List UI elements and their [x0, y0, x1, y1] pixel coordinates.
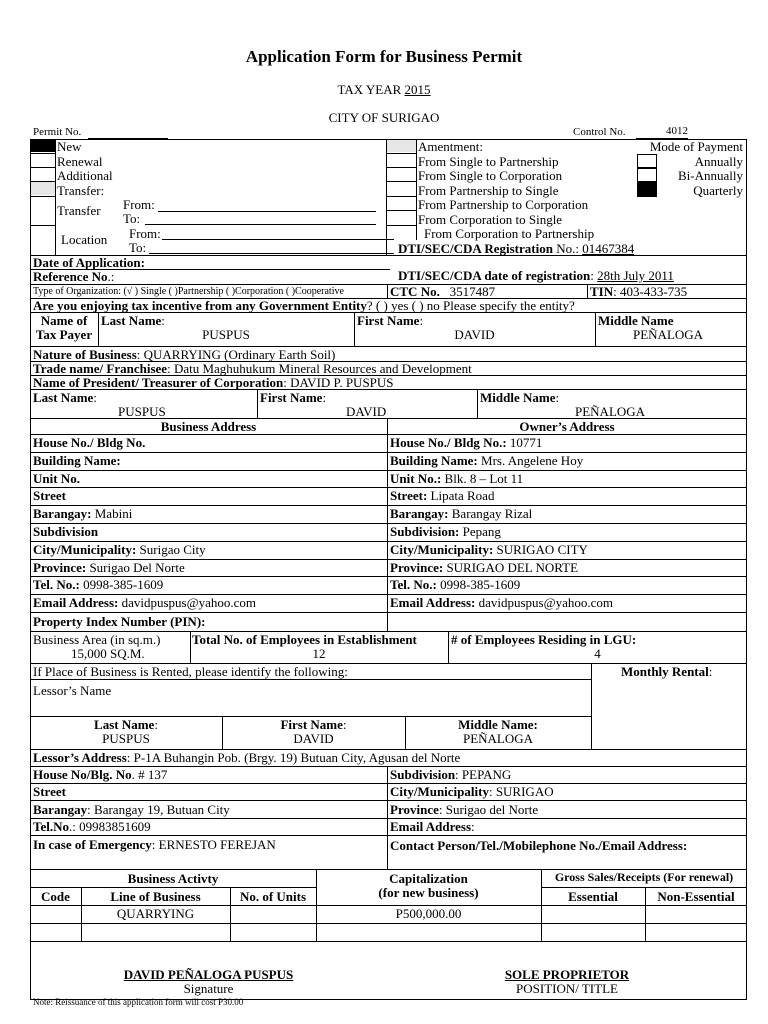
- business-address-row: City/Municipality: Surigao City: [33, 542, 206, 557]
- lessor-first-name: DAVID: [293, 731, 334, 746]
- president-middle-name: PEÑALOGA: [575, 404, 646, 419]
- business-activity-heading: Business Activty: [127, 871, 219, 886]
- emergency-contact: In case of Emergency: ERNESTO FEREJAN: [33, 837, 276, 852]
- address-row-divider: [30, 612, 747, 613]
- dti-date: DTI/SEC/CDA date of registration: 28th July 2011: [398, 268, 674, 283]
- lessor-last-name-label: Last Name:: [94, 717, 158, 732]
- president-name: Name of President/ Treasurer of Corporation: DAVID P. PUSPUS: [33, 375, 394, 390]
- tax-year-line: TAX YEAR 2015: [337, 82, 431, 97]
- lessor-middle-name: PEÑALOGA: [462, 731, 534, 746]
- capitalization-subheading: (for new business): [378, 885, 479, 900]
- total-employees-value: 12: [312, 646, 326, 661]
- bi-annually-label: Bi-Annually: [678, 168, 743, 183]
- transfer-colon-label: Transfer:: [57, 183, 105, 198]
- name-of-label: Name of: [40, 313, 88, 328]
- president-last-name: PUSPUS: [118, 404, 166, 419]
- position-title-label: POSITION/ TITLE: [516, 981, 618, 996]
- gross-sales-heading: Gross Sales/Receipts (For renewal): [554, 870, 734, 884]
- business-address-heading: Business Address: [160, 419, 257, 434]
- tin-no: TIN: 403-433-735: [590, 284, 688, 299]
- business-address-row: Email Address: davidpuspus@yahoo.com: [33, 595, 256, 610]
- owner-address-row: Unit No.: Blk. 8 – Lot 11: [390, 471, 524, 486]
- amendment-item: From Corporation to Partnership: [424, 226, 595, 241]
- taxpayer-last-name-label: Last Name:: [101, 313, 165, 328]
- lessor-barangay: Barangay: Barangay 19, Butuan City: [33, 802, 230, 817]
- code-col-header: Code: [41, 889, 70, 904]
- permit-no-label: Permit No.: [33, 126, 82, 138]
- business-address-row: Unit No.: [33, 471, 80, 486]
- form-title: Application Form for Business Permit: [245, 47, 523, 66]
- renewal-label: Renewal: [57, 154, 103, 169]
- contact-person-label: Contact Person/Tel./Mobilephone No./Email Address:: [390, 838, 688, 853]
- taxpayer-middle-name-label: Middle Name: [598, 313, 674, 328]
- location-from-label: From:: [129, 226, 161, 241]
- non-essential-col-header: Non-Essential: [657, 889, 735, 904]
- additional-label: Additional: [57, 168, 113, 183]
- signature-label: Signature: [183, 981, 234, 996]
- tax-payer-label: Tax Payer: [35, 327, 93, 342]
- date-of-application-label: Date of Application:: [33, 255, 145, 270]
- nature-of-business: Nature of Business: QUARRYING (Ordinary Earth Soil): [33, 347, 336, 362]
- ctc-no: CTC No. 3517487: [390, 284, 496, 299]
- lessor-middle-name-label: Middle Name:: [458, 717, 538, 732]
- business-address-row: Tel. No.: 0998-385-1609: [33, 577, 164, 592]
- lessor-tel: Tel.No.: 09983851609: [33, 819, 151, 834]
- amendment-item: From Single to Corporation: [418, 168, 563, 183]
- business-address-row: Barangay: Mabini: [33, 506, 133, 521]
- business-address-row: Street: [33, 488, 66, 503]
- business-address-row: Building Name:: [33, 453, 121, 468]
- address-row-divider: [30, 470, 747, 471]
- president-last-name-label: Last Name:: [33, 390, 97, 405]
- lessor-name-label: Lessor’s Name: [33, 683, 112, 698]
- taxpayer-first-name: DAVID: [454, 327, 495, 342]
- president-middle-name-label: Middle Name:: [480, 390, 560, 405]
- transfer-to-label: To:: [123, 211, 141, 226]
- capitalization-value: P500,000.00: [395, 906, 462, 921]
- amendment-item: From Partnership to Single: [418, 183, 559, 198]
- business-address-row: House No./ Bldg No.: [33, 435, 146, 450]
- annually-checkbox[interactable]: [637, 154, 657, 168]
- control-no-value: 4012: [666, 125, 688, 137]
- taxpayer-first-name-label: First Name:: [357, 313, 424, 328]
- owner-address-heading: Owner’s Address: [519, 419, 615, 434]
- lessor-province: Province: Surigao del Norte: [390, 802, 539, 817]
- city-name: CITY OF SURIGAO: [328, 110, 440, 125]
- transfer-from-label: From:: [123, 197, 155, 212]
- transfer-checkbox[interactable]: [31, 182, 55, 195]
- owner-address-row: Building Name: Mrs. Angelene Hoy: [390, 453, 584, 468]
- dti-registration: DTI/SEC/CDA Registration No.: 01467384: [398, 241, 635, 256]
- owner-address-row: Email Address: davidpuspus@yahoo.com: [390, 595, 613, 610]
- amendment-item: From Corporation to Single: [418, 212, 563, 227]
- amendment-label: Amentment:: [418, 139, 483, 154]
- reference-no-label: Reference No.:: [33, 269, 115, 284]
- business-address-row: Subdivision: [33, 524, 99, 539]
- bi-annually-checkbox[interactable]: [637, 168, 657, 182]
- amendment-item: From Partnership to Corporation: [418, 197, 589, 212]
- reissuance-note: Note: Reissuance of this application form will cost P30.00: [33, 997, 244, 1007]
- annually-label: Annually: [694, 154, 743, 169]
- owner-address-row: Province: SURIGAO DEL NORTE: [390, 560, 579, 575]
- business-address-row: Province: Surigao Del Norte: [33, 560, 185, 575]
- owner-address-row: Tel. No.: 0998-385-1609: [390, 577, 521, 592]
- position-title-value: SOLE PROPRIETOR: [504, 967, 630, 982]
- monthly-rental-label: Monthly Rental:: [621, 664, 713, 679]
- lessor-first-name-label: First Name:: [280, 717, 347, 732]
- taxpayer-last-name: PUSPUS: [202, 327, 250, 342]
- owner-address-row: House No./ Bldg No.: 10771: [390, 435, 543, 450]
- total-employees-label: Total No. of Employees in Establishment: [192, 632, 417, 647]
- owner-address-row: City/Municipality: SURIGAO CITY: [390, 542, 588, 557]
- capitalization-heading: Capitalization: [389, 871, 468, 886]
- line-of-business-value: QUARRYING: [116, 906, 195, 921]
- location-to-label: To:: [129, 240, 147, 255]
- tax-incentive-question: Are you enjoying tax incentive from any Government Entity? ( ) yes ( ) no Please specify the entity?: [33, 298, 575, 313]
- amendment-checkbox[interactable]: [387, 140, 416, 152]
- owner-address-row: Barangay: Barangay Rizal: [390, 506, 533, 521]
- quarterly-checkbox[interactable]: [637, 182, 657, 197]
- payment-mode-label: Mode of Payment: [649, 139, 743, 154]
- control-no-label: Control No.: [573, 126, 626, 138]
- president-first-name: DAVID: [346, 404, 387, 419]
- lessor-email-label: Email Address:: [390, 819, 475, 834]
- amendment-item: From Single to Partnership: [418, 154, 559, 169]
- pin-label: Property Index Number (PIN):: [33, 614, 206, 629]
- quarterly-label: Quarterly: [693, 183, 743, 198]
- lessor-house-no: House No/Blg. No. # 137: [33, 767, 168, 782]
- business-area-value: 15,000 SQ.M.: [71, 646, 145, 661]
- lessor-address: Lessor’s Address: P-1A Buhangin Pob. (Brgy. 19) Butuan City, Agusan del Norte: [33, 750, 461, 765]
- business-area-label: Business Area (in sq.m.): [33, 632, 161, 647]
- address-row-divider: [30, 523, 747, 524]
- owner-address-row: Street: Lipata Road: [390, 488, 495, 503]
- address-row-divider: [30, 452, 747, 453]
- transfer-label: Transfer: [57, 203, 101, 218]
- organization-type: Type of Organization: (√ ) Single ( )Partnership ( )Corporation ( )Cooperative: [33, 286, 344, 297]
- lessor-city: City/Municipality: SURIGAO: [390, 784, 554, 799]
- president-first-name-label: First Name:: [260, 390, 327, 405]
- address-row-divider: [30, 505, 747, 506]
- applicant-name: DAVID PEÑALOGA PUSPUS: [123, 967, 294, 982]
- taxpayer-middle-name: PEÑALOGA: [633, 327, 704, 342]
- owner-address-row: Subdivision: Pepang: [390, 524, 501, 539]
- lessor-street-label: Street: [33, 784, 66, 799]
- new-label: New: [57, 139, 82, 154]
- trade-name: Trade name/ Franchisee: Datu Maghuhukum Mineral Resources and Development: [33, 361, 472, 376]
- rented-instruction: If Place of Business is Rented, please identify the following:: [33, 664, 348, 679]
- residing-employees-value: 4: [594, 646, 601, 661]
- line-of-business-col-header: Line of Business: [110, 889, 201, 904]
- essential-col-header: Essential: [568, 889, 618, 904]
- location-label: Location: [61, 232, 108, 247]
- new-checkbox[interactable]: [31, 140, 55, 152]
- lessor-last-name: PUSPUS: [102, 731, 150, 746]
- units-col-header: No. of Units: [239, 889, 307, 904]
- residing-employees-label: # of Employees Residing in LGU:: [451, 632, 637, 647]
- lessor-subdivision: Subdivision: PEPANG: [390, 767, 512, 782]
- address-row-divider: [30, 487, 747, 488]
